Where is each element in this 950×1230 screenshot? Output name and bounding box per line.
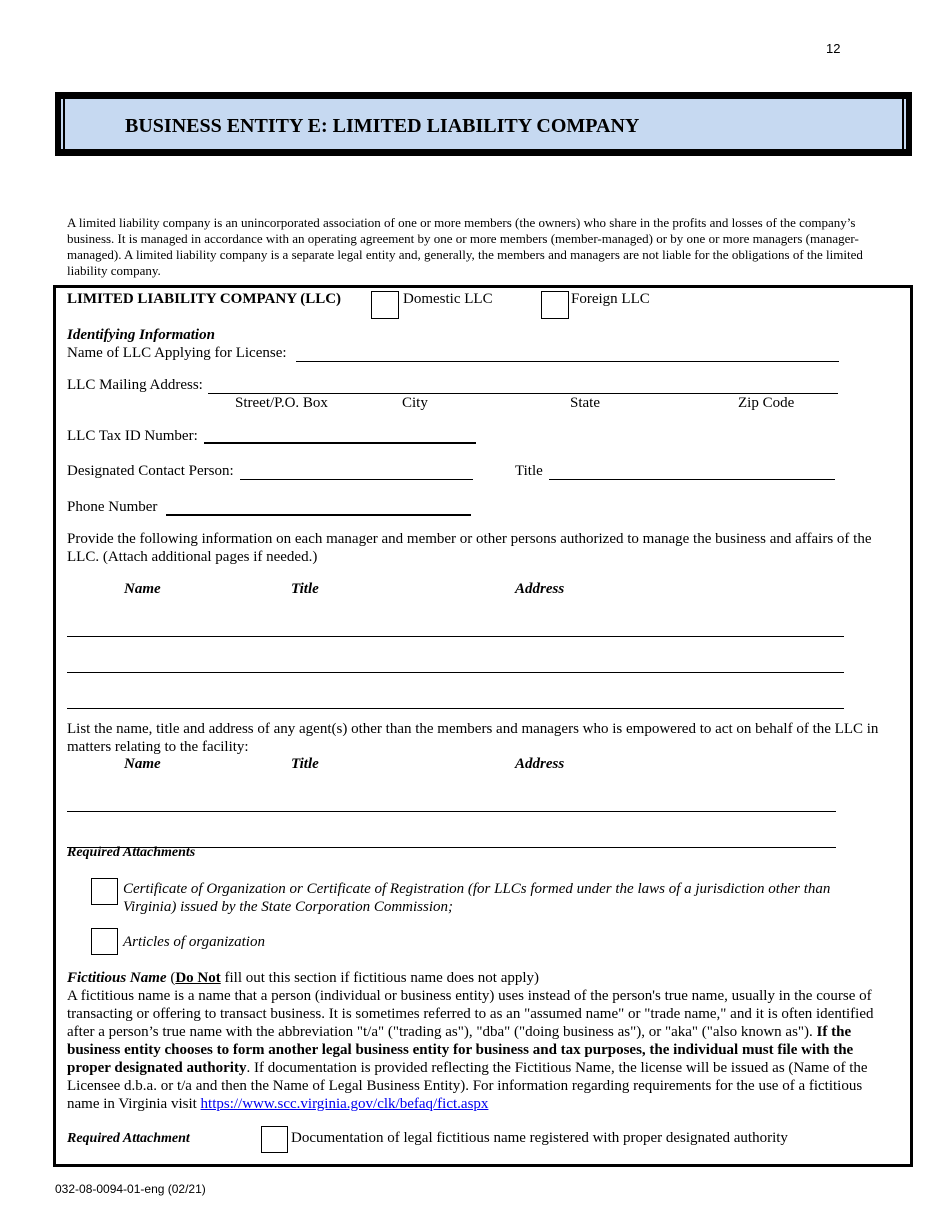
managers-col-address: Address — [515, 581, 565, 597]
manager-row-3[interactable] — [67, 708, 844, 709]
contact-person-label: Designated Contact Person: — [67, 463, 234, 479]
agents-col-name: Name — [124, 756, 161, 772]
page-title: BUSINESS ENTITY E: LIMITED LIABILITY COMPANY — [125, 115, 640, 137]
domestic-llc-checkbox[interactable] — [371, 291, 399, 319]
zip-code-label: Zip Code — [738, 395, 795, 411]
certificate-checkbox[interactable] — [91, 878, 118, 905]
city-label: City — [402, 395, 428, 411]
fictitious-heading-rest: fill out this section if fictitious name does not apply) — [220, 970, 540, 986]
form-number-footer: 032-08-0094-01-eng (02/21) — [55, 1182, 206, 1196]
fictitious-body-bold: If the business entity chooses to form another legal business entity for business and tax purposes, the individual must file with the proper designated authority — [67, 1024, 854, 1076]
mailing-address-field[interactable] — [208, 393, 838, 394]
fictitious-documentation-text: Documentation of legal fictitious name registered with proper designated authority — [291, 1130, 788, 1146]
llc-heading: LIMITED LIABILITY COMPANY (LLC) — [67, 291, 342, 307]
tax-id-label: LLC Tax ID Number: — [67, 428, 198, 444]
mailing-address-label: LLC Mailing Address: — [67, 377, 203, 393]
agents-instruction: List the name, title and address of any agent(s) other than the members and managers who is empowered to act on behalf of the LLC in matters relating to the facility: — [67, 721, 879, 755]
foreign-llc-label: Foreign LLC — [571, 291, 650, 307]
llc-name-field[interactable] — [296, 361, 839, 362]
agent-row-1[interactable] — [67, 811, 836, 812]
fictitious-heading: Fictitious Name — [67, 970, 167, 986]
certificate-text: Certificate of Organization or Certificate of Registration (for LLCs formed under the laws of a jurisdiction other than Virginia) issued by the State Corporation Commission; — [123, 881, 831, 915]
llc-form-box — [53, 285, 913, 1167]
title-banner — [55, 92, 912, 156]
fictitious-documentation-checkbox[interactable] — [261, 1126, 288, 1153]
required-attachment-label: Required Attachment — [67, 1131, 190, 1146]
fictitious-name-link[interactable]: https://www.scc.virginia.gov/clk/befaq/fict.aspx — [200, 1096, 489, 1112]
fictitious-body-1: A fictitious name is a name that a person (individual or business entity) uses instead of the person's true name, usually in the course of transacting or offering to transact business. It is sometimes referred to as an "assumed name" or "trade name," and it is often identified after a person’s true name with the abbreviation "t/a" ("trading as"), "dba" ("doing business as"), or "aka" ("also known as"). — [67, 988, 874, 1040]
contact-title-label: Title — [515, 463, 543, 479]
fictitious-section — [67, 969, 897, 1113]
required-attachments-heading: Required Attachments — [67, 845, 196, 860]
manager-row-1[interactable] — [67, 636, 844, 637]
street-label: Street/P.O. Box — [235, 395, 328, 411]
state-label: State — [570, 395, 600, 411]
page-number: 12 — [826, 41, 841, 56]
agents-col-address: Address — [515, 756, 565, 772]
managers-instruction: Provide the following information on each manager and member or other persons authorized to manage the business and affairs of the LLC. (Attach additional pages if needed.) — [67, 531, 872, 565]
domestic-llc-label: Domestic LLC — [403, 291, 493, 307]
agents-col-title: Title — [291, 756, 319, 772]
intro-paragraph: A limited liability company is an unincorporated association of one or more members (the owners) who share in the profits and losses of the company’s business. It is managed in accordance with an operating agreement by one or more members (member-managed) or by one or more managers (manager-managed). A limited liability company is a separate legal entity and, generally, the members and managers are not liable for the obligations of the limited liability company. — [67, 215, 863, 278]
foreign-llc-checkbox[interactable] — [541, 291, 569, 319]
fictitious-open-paren: ( — [166, 970, 176, 986]
phone-number-label: Phone Number — [67, 499, 158, 515]
contact-person-field[interactable] — [240, 479, 473, 480]
tax-id-field[interactable] — [204, 442, 476, 444]
managers-col-title: Title — [291, 581, 319, 597]
articles-checkbox[interactable] — [91, 928, 118, 955]
contact-title-field[interactable] — [549, 479, 835, 480]
phone-number-field[interactable] — [166, 514, 471, 516]
identifying-heading: Identifying Information — [67, 327, 215, 343]
do-not-text: Do Not — [175, 970, 221, 986]
manager-row-2[interactable] — [67, 672, 844, 673]
articles-text: Articles of organization — [123, 934, 265, 950]
fictitious-body-2: . If documentation is provided reflecting the Fictitious Name, the license will be issued as (Name of the Licensee d.b.a. or t/a and then the Name of Legal Business Entity). For information regarding requirements for the use of a fictitious name in Virginia visit — [67, 1060, 868, 1112]
managers-col-name: Name — [124, 581, 161, 597]
llc-name-label: Name of LLC Applying for License: — [67, 345, 287, 361]
